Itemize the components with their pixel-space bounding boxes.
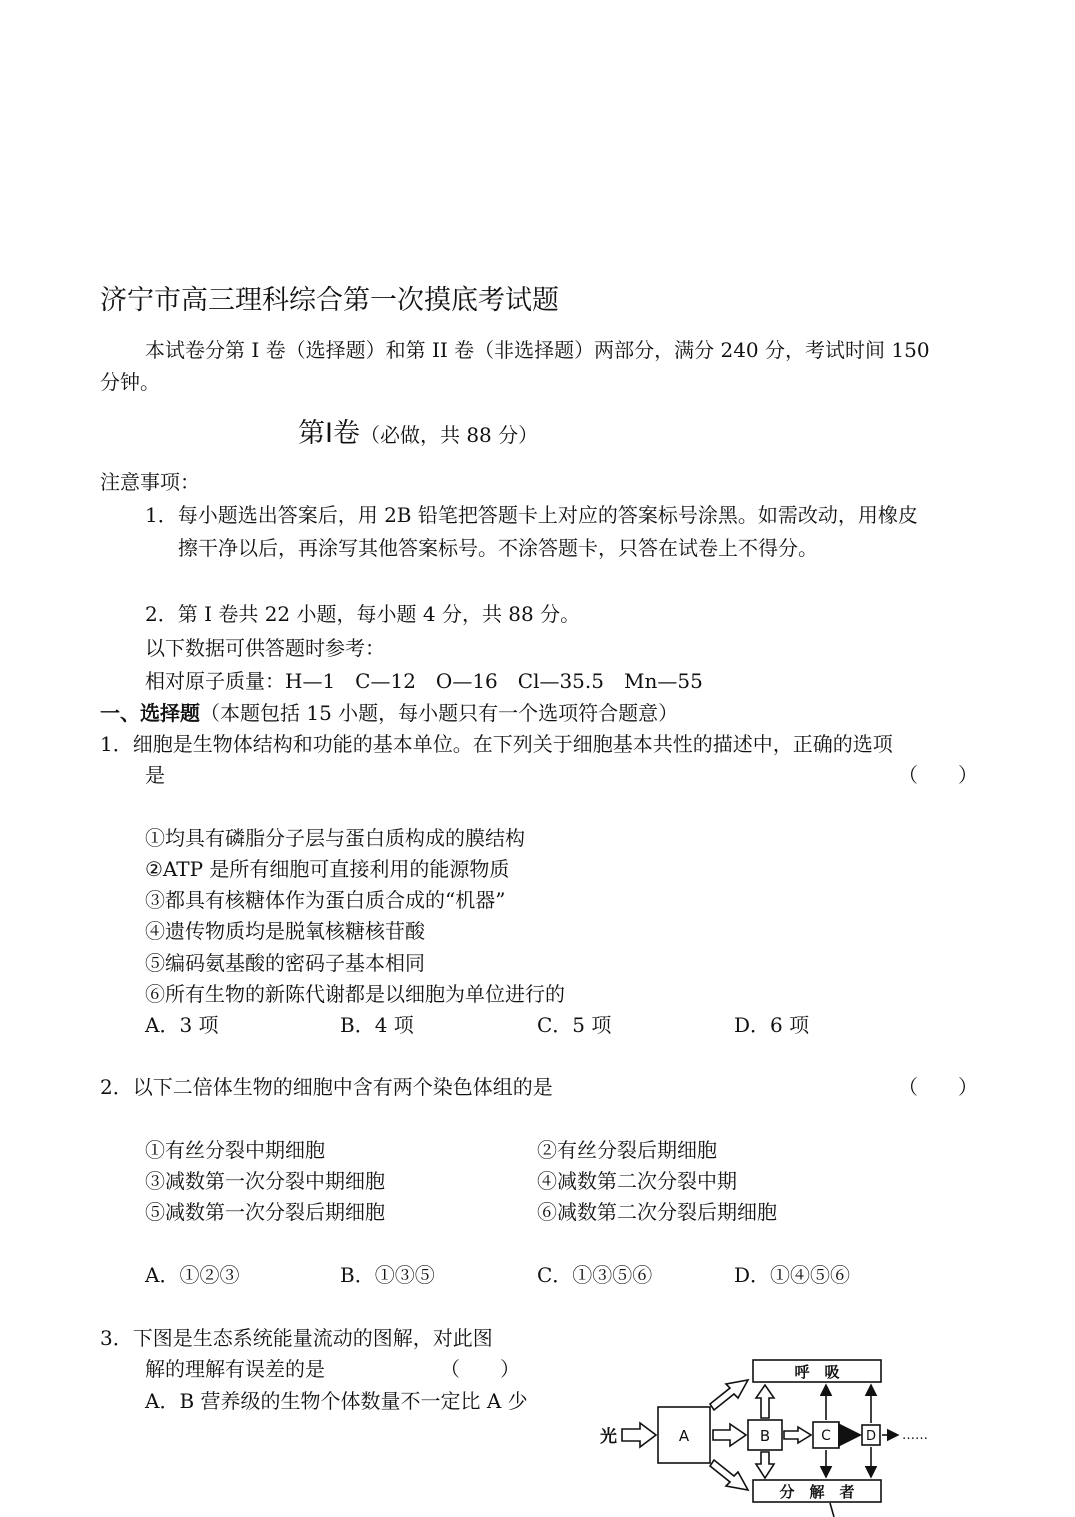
- diagram-ellipsis: ……: [902, 1428, 928, 1443]
- section-note: （必做，共 88 分）: [359, 423, 539, 447]
- q1-answer-paren: （ ）: [898, 763, 978, 787]
- q1-statement: ⑤编码氨基酸的密码子基本相同: [145, 951, 425, 975]
- q2-answer-paren: （ ）: [898, 1075, 978, 1099]
- q2-stem: 2．以下二倍体生物的细胞中含有两个染色体组的是: [100, 1075, 553, 1099]
- q1-stem-line-2: 是: [145, 763, 165, 787]
- q3-stem-line-2: 解的理解有误差的是: [145, 1357, 325, 1381]
- q1-option-d: D．6 项: [734, 1013, 810, 1037]
- q1-statement: ④遗传物质均是脱氧核糖核苷酸: [145, 919, 425, 943]
- node-d-label: D: [865, 1429, 877, 1444]
- notice-item-1-line-2: 擦干净以后，再涂写其他答案标号。不涂答题卡，只答在试卷上不得分。: [178, 536, 818, 560]
- q1-statement: ⑥所有生物的新陈代谢都是以细胞为单位进行的: [145, 982, 565, 1006]
- q1-statement: ③都具有核糖体作为蛋白质合成的“机器”: [145, 888, 506, 912]
- light-arrow: [622, 1423, 656, 1447]
- q1-option-b: B．4 项: [340, 1013, 414, 1037]
- part-label: 一、选择题: [100, 701, 200, 725]
- q3-answer-paren: （ ）: [440, 1357, 520, 1381]
- a-to-decomposer-arrow: [710, 1460, 748, 1490]
- q1-option-c: C．5 项: [537, 1013, 612, 1037]
- q2-option-b: B．①③⑤: [340, 1263, 435, 1287]
- q2-option-c: C．①③⑤⑥: [537, 1263, 653, 1287]
- q2-statement: ③减数第一次分裂中期细胞: [145, 1169, 385, 1193]
- q2-statement: ②有丝分裂后期细胞: [537, 1138, 717, 1162]
- a-to-b-arrow: [713, 1424, 746, 1446]
- q2-statement: ⑤减数第一次分裂后期细胞: [145, 1200, 385, 1224]
- decomposer-label: 分 解 者: [779, 1483, 855, 1501]
- node-a-label: A: [678, 1427, 690, 1445]
- reference-note: 以下数据可供答题时参考：: [145, 636, 385, 660]
- q1-statement: ①均具有磷脂分子层与蛋白质构成的膜结构: [145, 826, 525, 850]
- q2-option-a: A．①②③: [145, 1263, 240, 1287]
- a-to-respiration-arrow: [710, 1380, 748, 1410]
- node-b-label: B: [759, 1427, 771, 1445]
- respiration-label: 呼 吸: [794, 1363, 840, 1381]
- part-heading: [100, 700, 678, 726]
- q2-statement: ⑥减数第二次分裂后期细胞: [537, 1200, 777, 1224]
- part-note: （本题包括 15 小题，每小题只有一个选项符合题意）: [200, 701, 679, 725]
- energy-flow-diagram: [598, 1352, 943, 1517]
- q2-statement: ④减数第二次分裂中期: [537, 1169, 737, 1193]
- intro-line-2: 分钟。: [100, 370, 160, 394]
- notice-item-2: 2．第 I 卷共 22 小题，每小题 4 分，共 88 分。: [145, 602, 581, 626]
- b-to-c-arrow: [784, 1427, 811, 1443]
- q3-stem-line-1: 3．下图是生态系统能量流动的图解，对此图: [100, 1326, 493, 1350]
- decomposer-tail-line: [830, 1503, 834, 1517]
- q1-stem-line-1: 1．细胞是生物体结构和功能的基本单位。在下列关于细胞基本共性的描述中，正确的选项: [100, 732, 893, 756]
- q1-option-a: A．3 项: [145, 1013, 219, 1037]
- section-title: 第Ⅰ卷: [298, 418, 360, 449]
- q1-statement: ②ATP 是所有细胞可直接利用的能源物质: [145, 857, 510, 881]
- q2-statement: ①有丝分裂中期细胞: [145, 1138, 325, 1162]
- notice-heading: 注意事项：: [100, 470, 200, 494]
- q2-option-d: D．①④⑤⑥: [734, 1263, 851, 1287]
- b-to-respiration-arrow: [756, 1385, 774, 1418]
- light-label: 光: [600, 1427, 617, 1447]
- intro-line-1: 本试卷分第 I 卷（选择题）和第 II 卷（非选择题）两部分，满分 240 分，考试时间 150: [145, 338, 930, 362]
- node-c-label: C: [821, 1428, 831, 1444]
- b-to-decomposer-arrow: [756, 1452, 774, 1478]
- q3-option-a: A．B 营养级的生物个体数量不一定比 A 少: [145, 1389, 528, 1413]
- notice-item-1-line-1: 1．每小题选出答案后，用 2B 铅笔把答题卡上对应的答案标号涂黑。如需改动，用橡皮: [145, 503, 918, 527]
- page-title: 济宁市高三理科综合第一次摸底考试题: [100, 285, 559, 316]
- atomic-masses: 相对原子质量：H—1 C—12 O—16 Cl—35.5 Mn—55: [145, 669, 703, 693]
- section-heading: [298, 418, 538, 451]
